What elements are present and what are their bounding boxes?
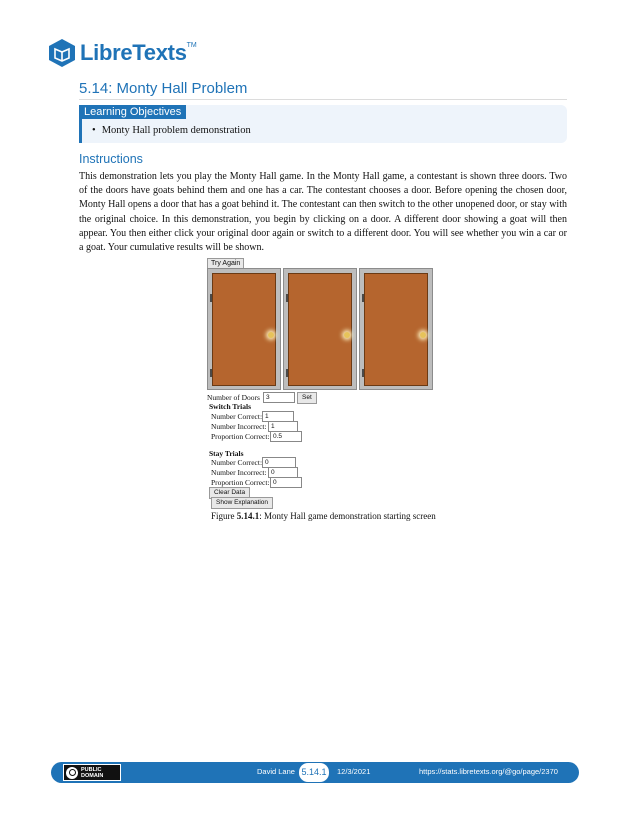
door-panel xyxy=(288,273,352,386)
instructions-heading: Instructions xyxy=(79,152,143,166)
title-divider xyxy=(79,99,567,100)
page-title: 5.14: Monty Hall Problem xyxy=(79,80,248,97)
door-hinge xyxy=(210,294,212,302)
footer-url[interactable]: https://stats.libretexts.org/@go/page/2370 xyxy=(419,767,558,776)
stay-correct-label: Number Correct: xyxy=(211,458,263,467)
license-line-1: PUBLIC xyxy=(81,766,102,773)
license-line-2: DOMAIN xyxy=(81,772,104,779)
public-domain-badge[interactable] xyxy=(63,764,121,781)
door-knob-icon xyxy=(344,332,350,338)
switch-trials-heading: Switch Trials xyxy=(209,402,252,411)
switch-proportion-label: Proportion Correct: xyxy=(211,432,270,441)
figure-caption xyxy=(211,511,436,521)
libretexts-logo[interactable] xyxy=(47,38,197,68)
set-doors-button[interactable]: Set xyxy=(297,392,317,404)
door-1[interactable] xyxy=(207,268,281,390)
stay-correct-field: 0 xyxy=(262,457,296,468)
footer-page-number: 5.14.1 xyxy=(299,763,329,782)
door-3[interactable] xyxy=(359,268,433,390)
logo-wordmark: LibreTexts xyxy=(80,40,187,65)
stay-incorrect-label: Number Incorrect: xyxy=(211,468,267,477)
number-of-doors-input[interactable]: 3 xyxy=(263,392,295,403)
door-knob-icon xyxy=(420,332,426,338)
door-hinge xyxy=(286,294,288,302)
switch-correct-label: Number Correct: xyxy=(211,412,263,421)
show-explanation-button[interactable]: Show Explanation xyxy=(211,497,273,509)
public-domain-icon xyxy=(66,767,78,779)
learning-objectives-title: Learning Objectives xyxy=(79,105,186,119)
door-hinge xyxy=(362,294,364,302)
door-2[interactable] xyxy=(283,268,357,390)
caption-prefix: Figure xyxy=(211,511,237,521)
libretexts-logo-icon xyxy=(47,38,77,68)
footer-date: 12/3/2021 xyxy=(337,767,371,776)
caption-number: 5.14.1 xyxy=(236,511,260,521)
door-hinge xyxy=(286,369,288,377)
page-footer xyxy=(51,762,579,783)
logo-trademark: TM xyxy=(186,41,197,49)
stay-incorrect-field: 0 xyxy=(268,467,298,478)
license-text xyxy=(81,767,103,779)
stay-trials-heading: Stay Trials xyxy=(209,449,244,458)
learning-objective-item: • Monty Hall problem demonstration xyxy=(92,125,251,136)
footer-author: David Lane xyxy=(257,767,295,776)
door-panel xyxy=(212,273,276,386)
number-of-doors-label: Number of Doors xyxy=(207,393,260,402)
instructions-paragraph: This demonstration lets you play the Monty Hall game. In the Monty Hall game, a contestant is shown three doors. Two of the doors have goats behind them and one has a car. The contestant chooses a door. Before opening the chosen door, Monty Hall opens a door that has a goat behind it. The contestant can then switch to the other unopened door, or stay with the original choice. In this demonstration, you begin by clicking on a door. A different door showing a goat will then appear. You then either click your original door again or switch to a different door. You will see whether you win a car or a goat. Your cumulative results will be shown. xyxy=(79,171,567,254)
switch-proportion-field: 0.5 xyxy=(270,431,302,442)
door-hinge xyxy=(210,369,212,377)
door-knob-icon xyxy=(268,332,274,338)
door-hinge xyxy=(362,369,364,377)
stay-proportion-field: 0 xyxy=(270,477,302,488)
switch-correct-field: 1 xyxy=(262,411,294,422)
stay-proportion-label: Proportion Correct: xyxy=(211,478,270,487)
door-panel xyxy=(364,273,428,386)
switch-incorrect-label: Number Incorrect: xyxy=(211,422,267,431)
switch-incorrect-field: 1 xyxy=(268,421,298,432)
try-again-button[interactable]: Try Again xyxy=(207,258,244,269)
clear-data-button[interactable]: Clear Data xyxy=(209,487,250,499)
caption-text: : Monty Hall game demonstration starting screen xyxy=(259,511,436,521)
